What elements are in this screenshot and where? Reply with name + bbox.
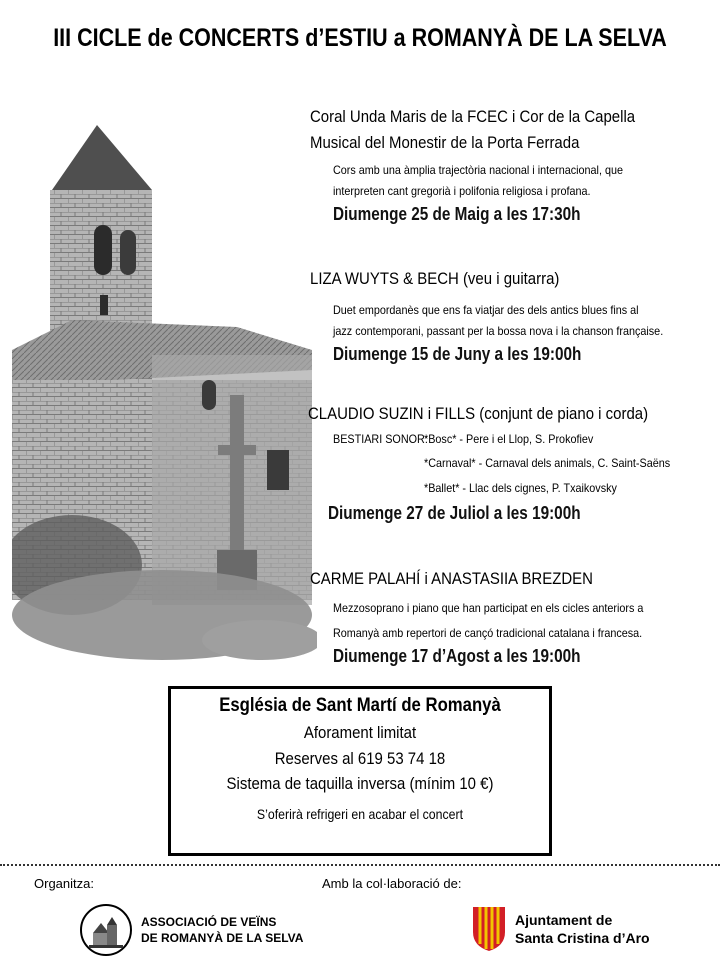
concert-3	[300, 401, 715, 524]
organizer-name-line-1: ASSOCIACIÓ DE VEÏNS	[141, 915, 277, 929]
reservations: Reserves al 619 53 74 18	[274, 749, 446, 768]
capacity: Aforament limitat	[303, 723, 417, 742]
organizer-name-line-2: DE ROMANYÀ DE LA SELVA	[141, 931, 304, 945]
refreshment: S’oferirà refrigeri en acabar el concert	[256, 806, 464, 822]
concert-4-desc-line-1: Mezzosoprano i piano que han participat en els cicles anteriors a	[333, 601, 644, 615]
concert-1-title-line-2: Musical del Monestir de la Porta Ferrada	[310, 133, 580, 152]
collab-name-line-1: Ajuntament de	[515, 912, 613, 928]
concert-3-program-item-2: *Carnaval* - Carnaval dels animals, C. Saint-Saëns	[424, 456, 671, 470]
concert-3-program-item-3: *Ballet* - Llac dels cignes, P. Txaikovsky	[424, 481, 617, 495]
info-box	[168, 686, 552, 856]
concert-3-title: CLAUDIO SUZIN i FILLS (conjunt de piano i corda)	[308, 404, 649, 423]
association-logo	[79, 903, 133, 957]
organizer-label: Organitza:	[34, 876, 94, 891]
concert-1-title-line-1: Coral Unda Maris de la FCEC i Cor de la Capella	[310, 107, 636, 126]
collab-name-line-2: Santa Cristina d’Aro	[515, 930, 650, 946]
concert-4-title: CARME PALAHÍ i ANASTASIIA BREZDEN	[310, 569, 593, 588]
concert-1	[300, 104, 715, 225]
concert-1-date: Diumenge 25 de Maig a les 17:30h	[333, 204, 581, 224]
concert-3-date: Diumenge 27 de Juliol a les 19:00h	[328, 503, 581, 523]
footer-divider	[0, 864, 720, 866]
concert-4-desc-line-2: Romanyà amb repertori de cançó tradicional catalana i francesa.	[333, 626, 643, 640]
poster-title: III CICLE de CONCERTS d’ESTIU a ROMANYÀ DE LA SELVA	[53, 24, 667, 52]
concert-3-program-label: BESTIARI SONOR:	[333, 432, 428, 446]
concert-3-program-item-1: *Bosc* - Pere i el Llop, S. Prokofiev	[424, 432, 594, 446]
ticketing: Sistema de taquilla inversa (mínim 10 €)	[226, 774, 494, 793]
concert-2	[300, 266, 715, 365]
municipality-seal-icon	[472, 906, 506, 952]
concert-2-desc-line-2: jazz contemporani, passant per la bossa nova i la chanson française.	[333, 324, 664, 338]
concert-2-desc-line-1: Duet empordanès que ens fa viatjar des dels antics blues fins al	[333, 303, 639, 317]
concert-4-date: Diumenge 17 d’Agost a les 19:00h	[333, 646, 581, 666]
concert-4	[300, 566, 715, 667]
church-illustration	[12, 95, 317, 665]
concert-1-desc-line-1: Cors amb una àmplia trajectòria nacional i internacional, que	[333, 163, 623, 177]
venue: Església de Sant Martí de Romanyà	[219, 695, 501, 716]
concert-1-desc-line-2: interpreten cant gregorià i polifonia religiosa i profana.	[333, 184, 591, 198]
concert-2-date: Diumenge 15 de Juny a les 19:00h	[333, 344, 582, 364]
concert-2-title: LIZA WUYTS & BECH (veu i guitarra)	[310, 269, 560, 288]
collab-label: Amb la col·laboració de:	[322, 876, 462, 891]
